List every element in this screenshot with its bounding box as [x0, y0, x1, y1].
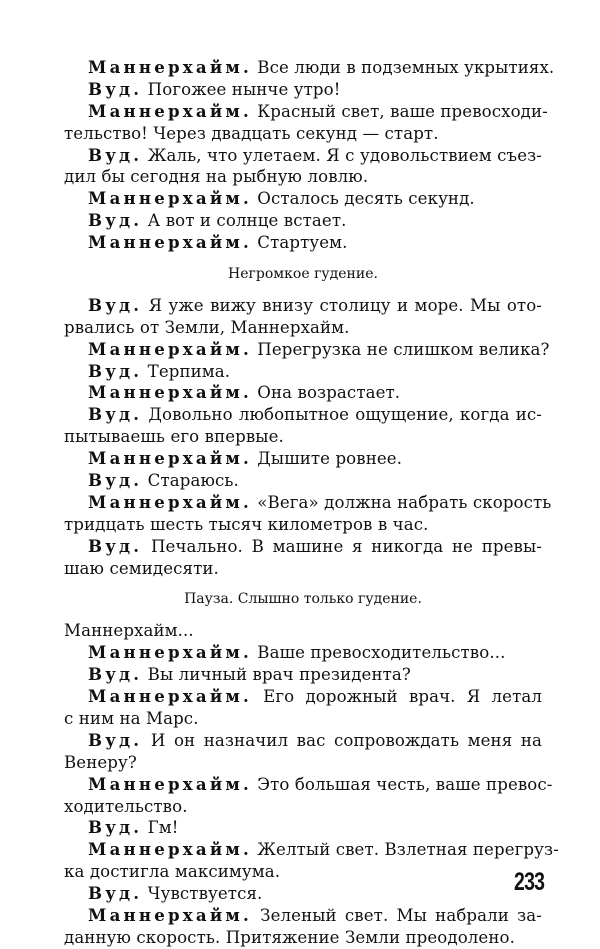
speaker-name: Маннерхайм. [88, 491, 252, 512]
dialogue-line [64, 145, 542, 167]
dialogue-continuation [64, 752, 542, 774]
speaker-name: Маннерхайм. [88, 232, 252, 253]
line-text: Желтый свет. Взлетная перегруз- [251, 840, 559, 860]
line-text: тельство! Через двадцать секунд — старт. [64, 123, 439, 143]
speaker-name: Вуд. [88, 470, 143, 491]
dialogue-line [64, 536, 542, 558]
dialogue-continuation [64, 708, 542, 730]
speaker-name: Вуд. [88, 729, 143, 750]
dialogue-line [64, 491, 552, 514]
line-text: Дышите ровнее. [251, 449, 403, 469]
dialogue-line [64, 730, 542, 752]
line-text: Вы личный врач президента? [142, 665, 411, 685]
dialogue-line [64, 883, 542, 905]
speaker-name: Маннерхайм. [88, 904, 252, 925]
dialogue-line [64, 404, 542, 426]
dialogue-line [64, 839, 559, 861]
line-text: «Вега» должна набрать скорость [251, 492, 552, 512]
dialogue-line [64, 642, 542, 664]
dialogue-line [64, 295, 542, 317]
dialogue-continuation [64, 927, 542, 949]
line-text: А вот и солнце встает. [142, 211, 347, 231]
dialogue-continuation [64, 796, 542, 818]
line-text: Она возрастает. [251, 383, 401, 403]
line-text: Гм! [142, 818, 179, 838]
line-text: дил бы сегодня на рыбную ловлю. [64, 167, 369, 187]
dialogue-continuation [64, 861, 542, 883]
line-text: Ваше превосходительство... [251, 643, 506, 663]
stage-direction: Негромкое гудение. [228, 266, 378, 283]
line-text: ходительство. [64, 796, 188, 816]
speaker-name: Маннерхайм. [88, 188, 252, 209]
line-text: Зеленый свет. Мы набрали за- [251, 905, 542, 925]
line-text: Терпима. [142, 361, 231, 381]
speaker-name: Маннерхайм. [88, 839, 252, 860]
speaker-name: Маннерхайм. [88, 57, 252, 77]
dialogue-line [64, 188, 542, 210]
line-text: данную скорость. Притяжение Земли преодолено. [64, 927, 515, 947]
dialogue-line [64, 57, 555, 79]
line-text: шаю семидесяти. [64, 558, 219, 578]
speaker-name: Маннерхайм. [88, 448, 252, 469]
line-text: Стартуем. [251, 233, 348, 253]
dialogue-continuation [64, 123, 542, 145]
speaker-name: Вуд. [88, 664, 143, 685]
speaker-name: Вуд. [88, 883, 143, 904]
dialogue-continuation [64, 514, 542, 536]
line-text: Красный свет, ваше превосходи- [251, 101, 548, 121]
speaker-name: Маннерхайм. [88, 686, 252, 707]
dialogue-line [64, 79, 542, 101]
dialogue-line [64, 338, 550, 361]
speaker-name: Маннерхайм. [88, 642, 252, 663]
dialogue-line [64, 448, 542, 470]
speaker-name: Вуд. [88, 78, 143, 99]
line-text: Я уже вижу внизу столицу и море. Мы ото- [142, 295, 542, 315]
speaker-name: Маннерхайм. [88, 382, 252, 403]
line-text: Печально. В машине я никогда не превы- [142, 536, 542, 556]
speaker-name: Маннерхайм. [88, 773, 252, 794]
line-text: тридцать шесть тысяч километров в час. [64, 514, 429, 534]
speaker-name: Маннерхайм. [88, 100, 252, 121]
dialogue-line [64, 773, 553, 796]
dialogue-line [64, 210, 542, 232]
dialogue-continuation [64, 426, 542, 448]
dialogue-continuation [64, 166, 542, 188]
line-text: пытываешь его впервые. [64, 427, 284, 447]
speaker-name: Вуд. [88, 294, 143, 315]
line-text: Все люди в подземных укрытиях. [251, 58, 555, 77]
stage-direction: Пауза. Слышно только гудение. [184, 591, 422, 608]
line-text: ка достигла максимума. [64, 862, 281, 882]
line-text: Жаль, что улетаем. Я с удовольствием съез- [142, 145, 542, 165]
dialogue-line [64, 686, 542, 708]
line-text: Маннерхайм... [64, 621, 194, 641]
dialogue-line [64, 664, 542, 686]
page-number: 233 [514, 868, 545, 896]
speaker-name: Вуд. [88, 404, 143, 425]
speaker-name: Вуд. [88, 817, 143, 838]
speaker-name: Маннерхайм. [88, 338, 252, 359]
dialogue-line [64, 470, 542, 492]
dialogue-line [64, 232, 542, 254]
dialogue-line [64, 817, 542, 839]
line-text: Его дорожный врач. Я летал [251, 687, 542, 707]
page-body [64, 57, 559, 949]
line-text: И он назначил вас сопровождать меня на [142, 730, 542, 750]
dialogue-continuation [64, 558, 542, 580]
line-text: Чувствуется. [142, 884, 263, 904]
speaker-name: Вуд. [88, 144, 143, 165]
dialogue-line [64, 905, 542, 927]
line-text: Погожее нынче утро! [142, 79, 341, 99]
line-text: Осталось десять секунд. [251, 189, 475, 209]
line-text: с ним на Марс. [64, 708, 199, 728]
line-text: рвались от Земли, Маннерхайм. [64, 317, 350, 337]
line-text: Венеру? [64, 752, 137, 772]
line-text: Довольно любопытное ощущение, когда ис- [142, 405, 542, 425]
dialogue-line [64, 361, 542, 383]
dialogue-line [64, 100, 548, 123]
speaker-name: Вуд. [88, 360, 143, 381]
speaker-name: Вуд. [88, 535, 143, 556]
speaker-name: Вуд. [88, 210, 143, 231]
line-text: Это большая честь, ваше превос- [251, 774, 553, 794]
dialogue-continuation [64, 620, 542, 642]
line-text: Перегрузка не слишком велика? [251, 339, 550, 359]
dialogue-line [64, 382, 542, 404]
dialogue-continuation [64, 317, 542, 339]
line-text: Стараюсь. [142, 471, 239, 491]
